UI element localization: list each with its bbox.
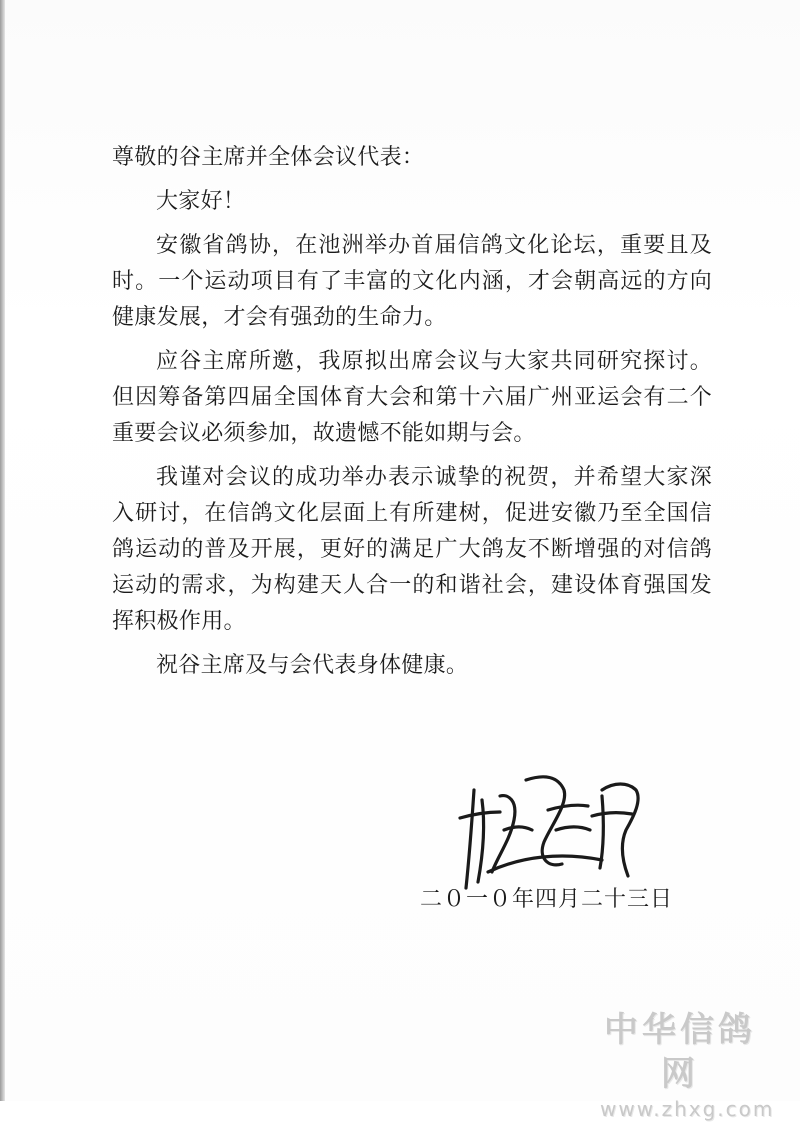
watermark-url: www.zhxg.com [600, 1097, 775, 1121]
paragraph-3: 我谨对会议的成功举办表示诚挚的祝贺，并希望大家深入研讨，在信鸽文化层面上有所建树，促进安徽乃至全国信鸽运动的普及开展，更好的满足广大鸽友不断增强的对信鸽运动的需求，为构建天人合一的和谐社会，建设体育强国发挥积极作用。 [112, 465, 712, 634]
greeting: 大家好！ [156, 189, 246, 214]
site-watermark [600, 1008, 775, 1122]
watermark-title: 中华信鸽网 [604, 1010, 756, 1094]
paragraph-2: 应谷主席所邀，我原拟出席会议与大家共同研究探讨。但因筹备第四届全国体育大会和第十六届广州亚运会有二个重要会议必须参加，故遗憾不能如期与会。 [112, 349, 712, 446]
salutation: 尊敬的谷主席并全体会议代表： [112, 145, 425, 170]
letter-body [112, 140, 712, 692]
handwritten-signature [452, 760, 662, 900]
paragraph-4: 祝谷主席及与会代表身体健康。 [156, 653, 469, 678]
letter-date: 二０一０年四月二十三日 [420, 887, 674, 912]
scan-edge-shadow [0, 0, 5, 1101]
paragraph-1: 安徽省鸽协，在池洲举办首届信鸽文化论坛，重要且及时。一个运动项目有了丰富的文化内涵，才会朝高远的方向健康发展，才会有强劲的生命力。 [112, 233, 712, 330]
